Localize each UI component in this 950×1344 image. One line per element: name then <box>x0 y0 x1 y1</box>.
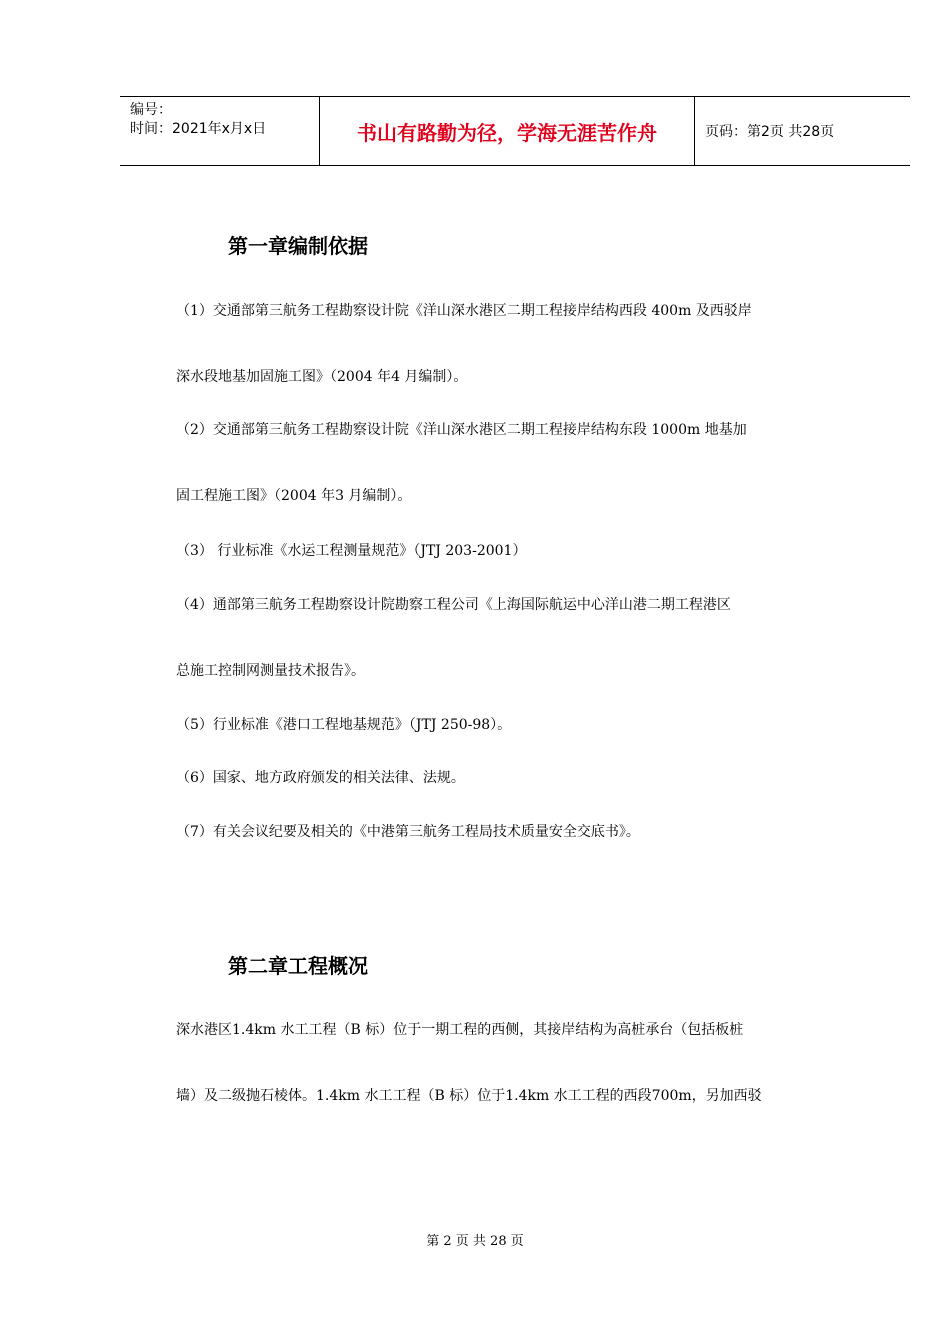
chapter1-line: 总施工控制网测量技术报告》。 <box>176 663 365 679</box>
number-label: 编号： <box>130 102 172 118</box>
chapter1-line: （2）交通部第三航务工程勘察设计院《洋山深水港区二期工程接岸结构东段 1000m 地基加 <box>176 422 747 438</box>
page-code: 页码：第2页 共28页 <box>705 124 835 140</box>
chapter1-line: （7）有关会议纪要及相关的《中港第三航务工程局技术质量安全交底书》。 <box>176 824 640 840</box>
chapter1-title: 第一章编制依据 <box>228 234 368 258</box>
chapter1-line: （6）国家、地方政府颁发的相关法律、法规。 <box>176 770 465 786</box>
chapter2-title: 第二章工程概况 <box>228 954 368 978</box>
chapter1-line: （3） 行业标准《水运工程测量规范》（JTJ 203-2001） <box>176 543 527 559</box>
motto: 书山有路勤为径，学海无涯苦作舟 <box>320 97 695 165</box>
chapter1-line: 深水段地基加固施工图》（2004 年4 月编制）。 <box>176 369 468 385</box>
chapter1-line: （5）行业标准《港口工程地基规范》（JTJ 250-98）。 <box>176 717 512 733</box>
chapter1-line: （1）交通部第三航务工程勘察设计院《洋山深水港区二期工程接岸结构西段 400m 及西驳岸 <box>176 303 752 319</box>
chapter2-line: 深水港区1.4km 水工工程（B 标）位于一期工程的西侧，其接岸结构为高桩承台（包括板桩 <box>176 1022 744 1038</box>
chapter1-line: 固工程施工图》（2004 年3 月编制）。 <box>176 488 412 504</box>
chapter2-line: 墙）及二级抛石棱体。1.4km 水工工程（B 标）位于1.4km 水工工程的西段700m，另加西驳 <box>176 1088 762 1104</box>
chapter1-line: （4）通部第三航务工程勘察设计院勘察工程公司《上海国际航运中心洋山港二期工程港区 <box>176 597 731 613</box>
time-label: 时间：2021年x月x日 <box>130 121 267 137</box>
footer-page-number: 第 2 页 共 28 页 <box>426 1234 524 1249</box>
header-meta-cell <box>120 97 320 165</box>
header-table <box>120 96 910 166</box>
